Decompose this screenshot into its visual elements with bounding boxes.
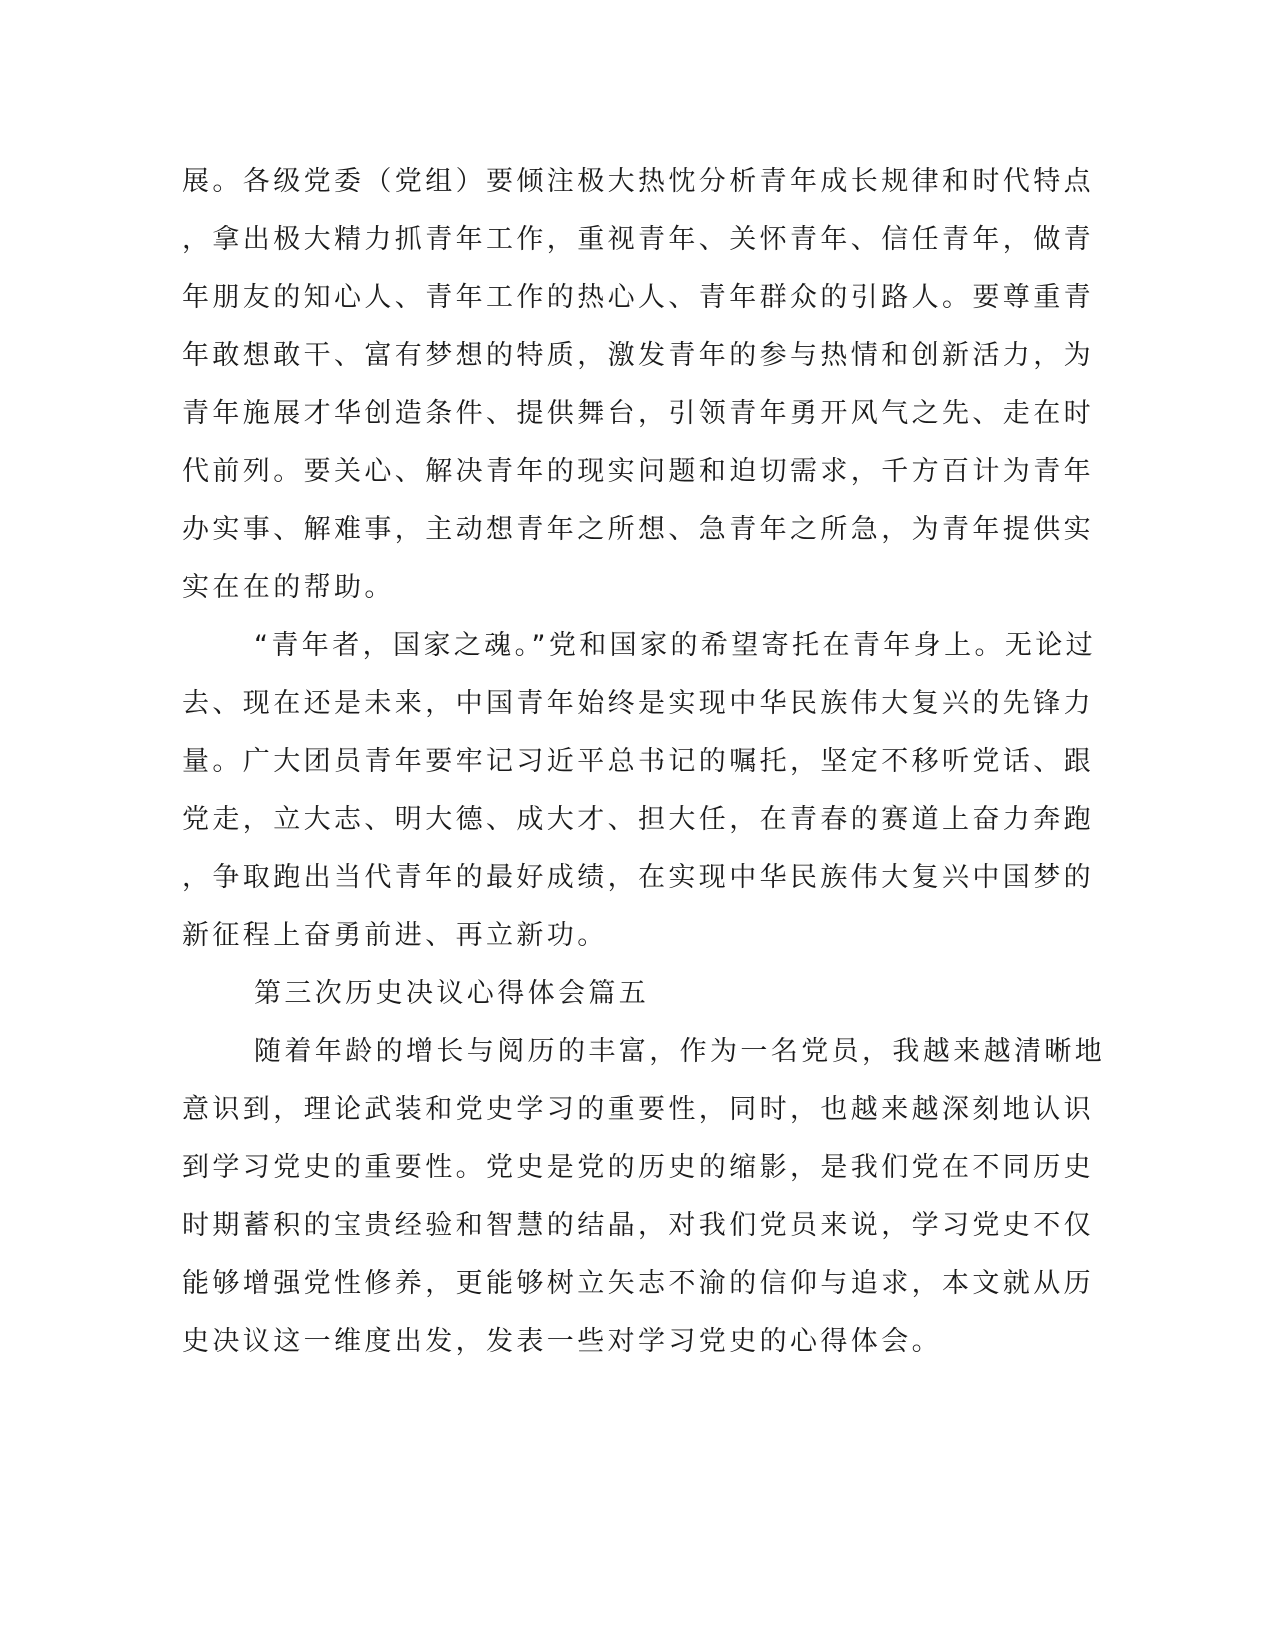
text-line: 新征程上奋勇前进、再立新功。 — [182, 920, 608, 951]
text-line: ，拿出极大精力抓青年工作，重视青年、关怀青年、信任青年，做青 — [182, 224, 1094, 255]
section-heading: 第三次历史决议心得体会篇五 — [254, 978, 650, 1009]
text-line: 办实事、解难事，主动想青年之所想、急青年之所急，为青年提供实 — [182, 514, 1094, 545]
text-line: 代前列。要关心、解决青年的现实问题和迫切需求，千方百计为青年 — [182, 456, 1094, 487]
text-line: ，争取跑出当代青年的最好成绩，在实现中华民族伟大复兴中国梦的 — [182, 862, 1094, 893]
text-line: 随着年龄的增长与阅历的丰富，作为一名党员，我越来越清晰地 — [254, 1036, 1106, 1067]
text-line: 到学习党史的重要性。党史是党的历史的缩影，是我们党在不同历史 — [182, 1152, 1094, 1183]
text-line: “青年者，国家之魂。”党和国家的希望寄托在青年身上。无论过 — [254, 630, 1097, 661]
text-line: 青年施展才华创造条件、提供舞台，引领青年勇开风气之先、走在时 — [182, 398, 1094, 429]
text-line: 史决议这一维度出发，发表一些对学习党史的心得体会。 — [182, 1326, 942, 1357]
text-line: 党走，立大志、明大德、成大才、担大任，在青春的赛道上奋力奔跑 — [182, 804, 1094, 835]
text-line: 实在在的帮助。 — [182, 572, 395, 603]
text-line: 年朋友的知心人、青年工作的热心人、青年群众的引路人。要尊重青 — [182, 282, 1094, 313]
text-line: 去、现在还是未来，中国青年始终是实现中华民族伟大复兴的先锋力 — [182, 688, 1094, 719]
text-line: 能够增强党性修养，更能够树立矢志不渝的信仰与追求，本文就从历 — [182, 1268, 1094, 1299]
text-line: 量。广大团员青年要牢记习近平总书记的嘱托，坚定不移听党话、跟 — [182, 746, 1094, 777]
text-line: 年敢想敢干、富有梦想的特质，激发青年的参与热情和创新活力，为 — [182, 340, 1094, 371]
text-line: 意识到，理论武装和党史学习的重要性，同时，也越来越深刻地认识 — [182, 1094, 1094, 1125]
text-line: 展。各级党委（党组）要倾注极大热忱分析青年成长规律和时代特点 — [182, 166, 1094, 197]
text-line: 时期蓄积的宝贵经验和智慧的结晶，对我们党员来说，学习党史不仅 — [182, 1210, 1094, 1241]
